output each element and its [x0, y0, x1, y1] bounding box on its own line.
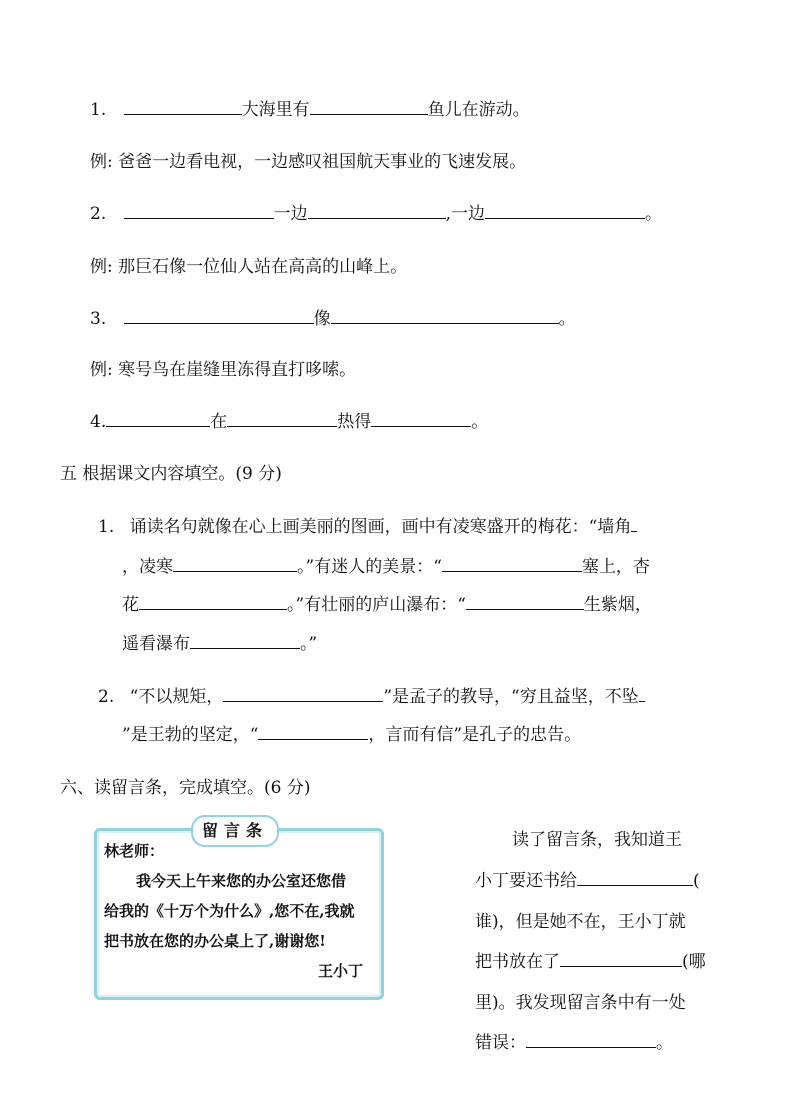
item-text: 在	[210, 412, 228, 432]
question-text: ，凌寒	[122, 557, 173, 577]
question-5-2-line-1	[98, 685, 645, 709]
exercise-item-2	[90, 202, 662, 226]
section-6-heading: 六、读留言条，完成填空。(6 分)	[60, 778, 311, 798]
question-text: 。”有迷人的美景：“	[297, 557, 442, 577]
fill-line-4	[475, 950, 706, 974]
answer-blank[interactable]	[106, 412, 210, 427]
fill-text: (	[693, 871, 700, 891]
note-body-line-2: 给我的《十万个为什么》,您不在,我就	[104, 902, 355, 920]
answer-blank[interactable]	[308, 204, 446, 219]
answer-blank[interactable]	[124, 204, 274, 219]
answer-blank[interactable]	[371, 412, 471, 427]
question-text: 塞上，杏	[581, 557, 650, 577]
answer-blank[interactable]	[124, 100, 242, 115]
question-number: 1.	[98, 517, 115, 537]
answer-blank[interactable]	[526, 1033, 656, 1048]
answer-blank[interactable]	[310, 100, 428, 115]
exercise-item-3	[90, 307, 576, 331]
question-text: 诵读名句就像在心上画美丽的图画，画中有凌寒盛开的梅花：“墙角	[129, 517, 632, 537]
answer-blank[interactable]	[223, 687, 383, 702]
item-text: 鱼儿在游动。	[427, 100, 530, 120]
answer-blank[interactable]	[560, 952, 682, 967]
fill-text: 把书放在了	[475, 952, 560, 972]
question-text: 花	[122, 595, 139, 615]
example-sentence-3: 例: 寒号鸟在崖缝里冻得直打哆嗦。	[90, 360, 357, 380]
question-text: ”是王勃的坚定，“	[122, 725, 259, 745]
fill-line-2	[475, 869, 700, 893]
question-text: 遥看瀑布	[122, 634, 190, 654]
answer-blank[interactable]	[173, 557, 297, 572]
question-text: “不以规矩，	[129, 687, 224, 707]
item-text: 。	[645, 204, 663, 224]
answer-blank[interactable]	[227, 412, 337, 427]
question-text: ”是孟子的教导，“穷且益坚，不坠	[383, 687, 639, 707]
answer-blank[interactable]	[631, 517, 637, 532]
question-text: 。”有壮丽的庐山瀑布：“	[287, 595, 466, 615]
fill-text: (哪	[682, 952, 706, 972]
note-title-badge: 留言条	[191, 815, 279, 847]
note-greeting: 林老师：	[104, 842, 165, 860]
answer-blank[interactable]	[190, 634, 300, 649]
item-text: 像	[313, 309, 331, 329]
question-text: 生紫烟，	[583, 595, 652, 615]
item-number: 4.	[90, 412, 107, 432]
section-5-heading: 五 根据课文内容填空。(9 分)	[60, 464, 282, 484]
item-text: 一边	[273, 204, 308, 224]
fill-line-3: 谁)，但是她不在，王小丁就	[475, 912, 686, 932]
question-5-1-line-3	[122, 593, 652, 617]
note-body-line-3: 把书放在您的办公桌上了,谢谢您!	[104, 932, 326, 950]
answer-blank[interactable]	[139, 595, 287, 610]
item-text: ,一边	[445, 204, 486, 224]
item-text: 大海里有	[241, 100, 310, 120]
note-body-line-1: 我今天上午来您的办公室还您借	[136, 872, 347, 890]
note-signature: 王小丁	[318, 962, 364, 980]
item-text: 热得	[337, 412, 372, 432]
fill-text: 错误：	[475, 1033, 526, 1053]
answer-blank[interactable]	[639, 687, 645, 702]
question-text: 。”	[300, 634, 318, 654]
exercise-item-4	[90, 410, 488, 434]
fill-line-6	[475, 1031, 673, 1055]
fill-text: 小丁要还书给	[475, 871, 577, 891]
item-number: 1.	[90, 100, 107, 120]
example-sentence-2: 例: 那巨石像一位仙人站在高高的山峰上。	[90, 257, 408, 277]
fill-line-5: 里)。我发现留言条中有一处	[475, 993, 686, 1013]
answer-blank[interactable]	[442, 557, 582, 572]
question-5-1-line-4	[122, 632, 317, 656]
fill-text: 。	[656, 1033, 673, 1053]
answer-blank[interactable]	[485, 204, 645, 219]
exercise-item-1	[90, 98, 530, 122]
question-text: ，言而有信”是孔子的忠告。	[368, 725, 582, 745]
item-text: 。	[558, 309, 576, 329]
question-5-1-line-2	[122, 555, 650, 579]
answer-blank[interactable]	[331, 309, 559, 324]
answer-blank[interactable]	[466, 595, 584, 610]
question-number: 2.	[98, 687, 115, 707]
fill-line-1: 读了留言条，我知道王	[512, 830, 682, 850]
example-sentence-1: 例: 爸爸一边看电视，一边感叹祖国航天事业的飞速发展。	[90, 152, 527, 172]
answer-blank[interactable]	[124, 309, 314, 324]
item-number: 2.	[90, 204, 107, 224]
answer-blank[interactable]	[258, 725, 368, 740]
question-5-1-line-1	[98, 515, 637, 539]
answer-blank[interactable]	[577, 871, 693, 886]
item-text: 。	[471, 412, 489, 432]
item-number: 3.	[90, 309, 107, 329]
question-5-2-line-2	[122, 723, 581, 747]
